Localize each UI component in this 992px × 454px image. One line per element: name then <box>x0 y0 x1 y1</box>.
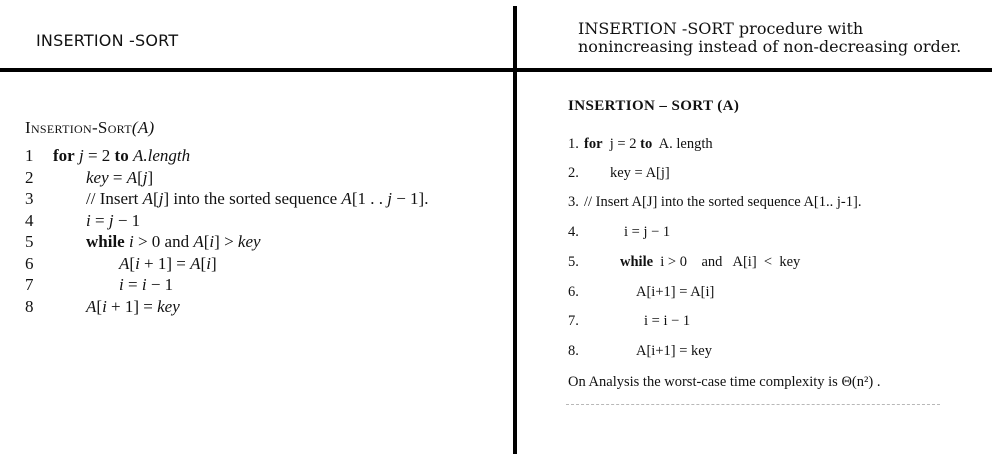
line-code: while i > 0 and A[i] > key <box>86 232 261 251</box>
line-number: 4. <box>568 224 579 240</box>
line-number: 3 <box>25 189 34 208</box>
clrs-procedure-title <box>25 118 154 138</box>
line-number: 6. <box>568 284 579 300</box>
line-number: 5 <box>25 232 34 251</box>
clrs-procedure-name: Insertion-Sort <box>25 118 132 137</box>
line-code: i = i − 1 <box>644 313 691 329</box>
modified-procedure-title: INSERTION – SORT (A) <box>568 98 740 114</box>
complexity-note-end: . <box>873 374 881 390</box>
line-code: A[i+1] = key <box>636 343 712 359</box>
complexity-note-text: On Analysis the worst-case time complexity is <box>568 374 842 390</box>
line-code: while i > 0 and A[i] < key <box>620 254 801 270</box>
line-number: 5. <box>568 254 579 270</box>
line-number: 7. <box>568 313 579 329</box>
line-code: i = i − 1 <box>119 275 174 294</box>
line-number: 8 <box>25 296 34 316</box>
line-code: i = j − 1 <box>624 224 671 240</box>
line-number: 2 <box>25 167 34 187</box>
vertical-divider <box>513 6 517 454</box>
line-number: 1. <box>568 136 579 152</box>
line-number: 4 <box>25 210 34 230</box>
right-header <box>578 20 961 56</box>
line-number: 6 <box>25 253 34 273</box>
line-number: 7 <box>25 275 34 294</box>
line-code: for j = 2 to A.length <box>53 146 191 165</box>
right-header-line-2: nonincreasing instead of non-decreasing order. <box>578 37 962 56</box>
dashed-separator <box>566 404 940 405</box>
complexity-value: Θ(n²) <box>841 374 874 390</box>
line-code: // Insert A[J] into the sorted sequence A[1.. j-1]. <box>584 194 862 210</box>
clrs-procedure-arg: (A) <box>131 118 155 137</box>
line-code: A[i + 1] = key <box>86 296 180 316</box>
right-header-line-1: INSERTION -SORT procedure with <box>578 19 864 38</box>
line-code: i = j − 1 <box>86 210 141 230</box>
line-code: A[i + 1] = A[i] <box>119 253 217 273</box>
left-header: INSERTION -SORT <box>36 31 179 50</box>
line-number: 3. <box>568 194 579 210</box>
line-code: A[i+1] = A[i] <box>636 284 715 300</box>
complexity-note <box>568 374 880 391</box>
horizontal-divider <box>0 68 992 72</box>
line-number: 8. <box>568 343 579 359</box>
line-number: 1 <box>25 146 34 165</box>
line-code: for j = 2 to A. length <box>584 136 713 152</box>
line-number: 2. <box>568 165 579 181</box>
line-code: key = A[j] <box>86 167 154 187</box>
line-code: key = A[j] <box>610 165 670 181</box>
line-code: // Insert A[j] into the sorted sequence A[1 . . j − 1]. <box>86 189 429 208</box>
